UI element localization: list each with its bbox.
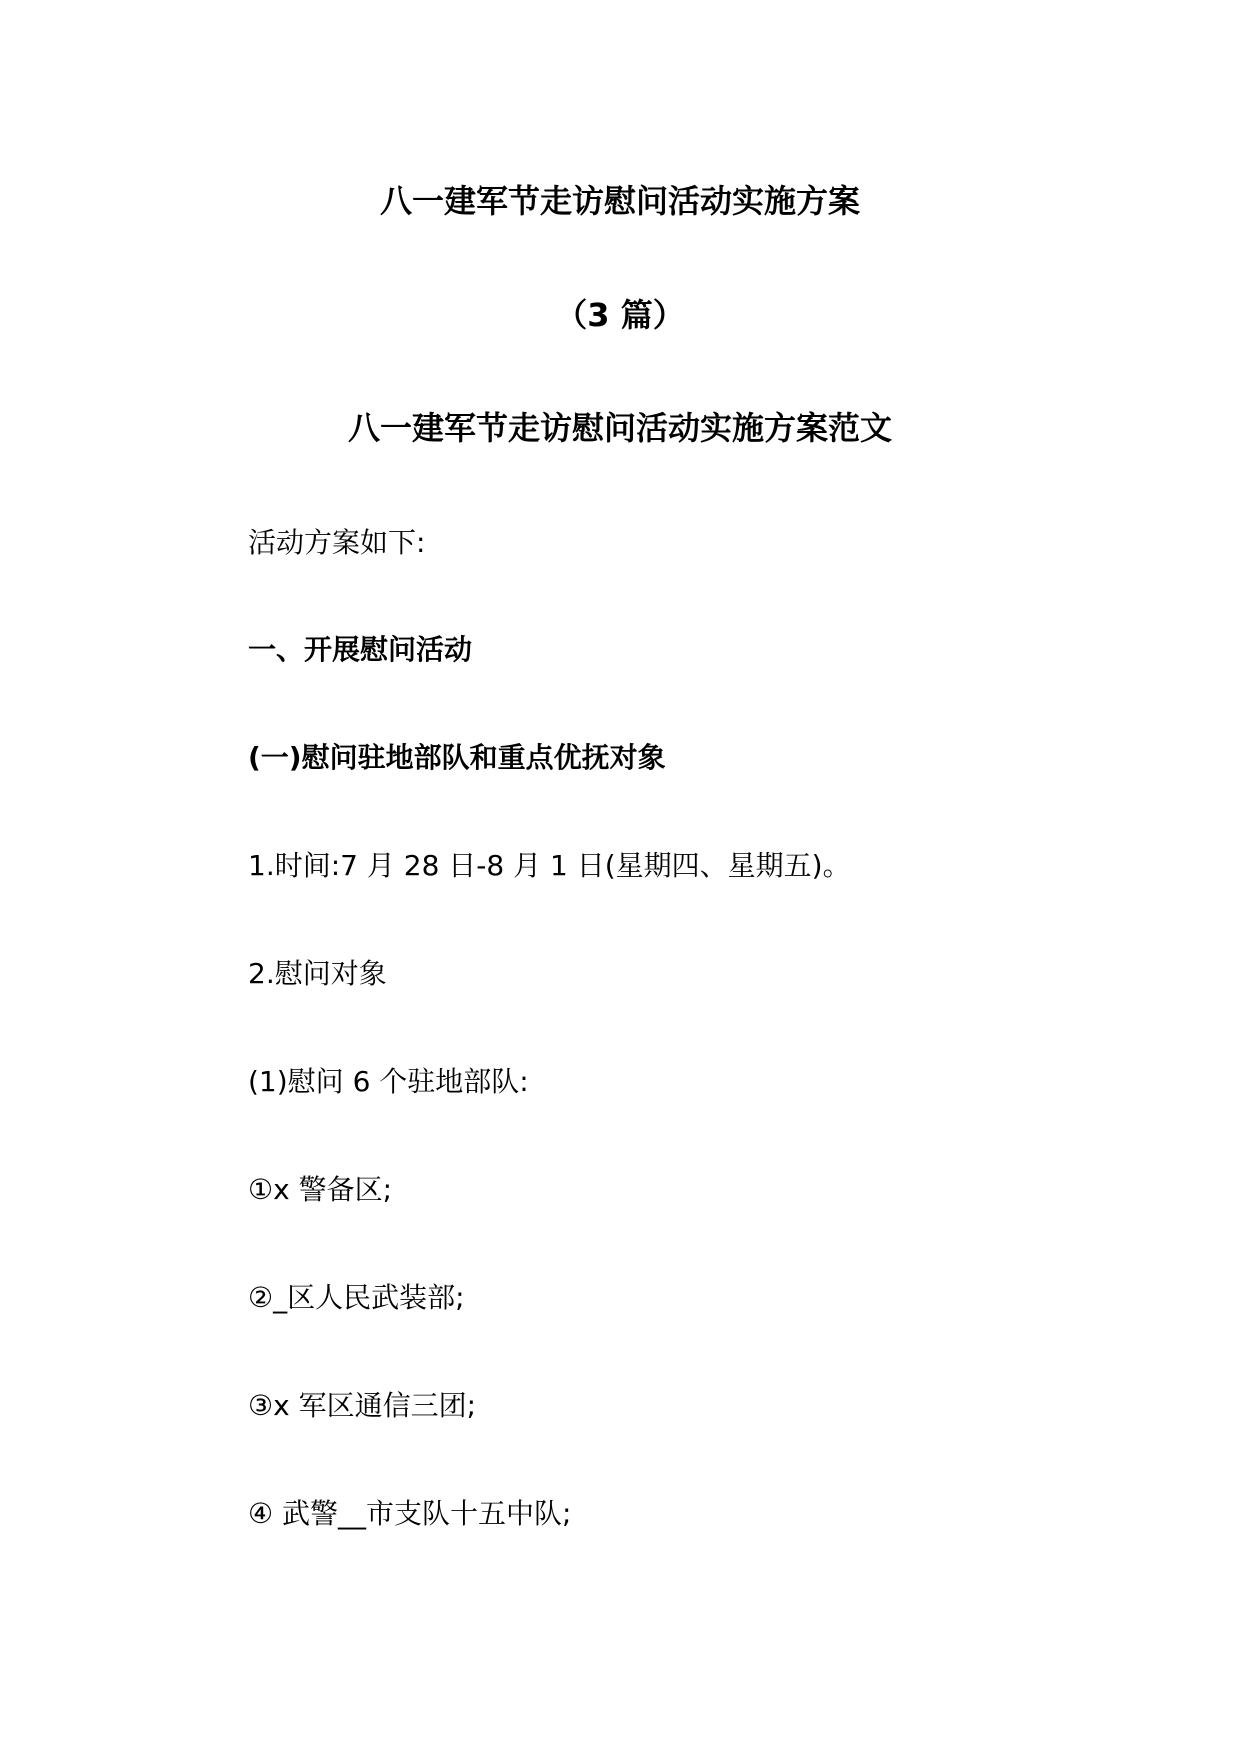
unit-item: ①x 警备区; — [248, 1173, 393, 1206]
sub-item-units: (1)慰问 6 个驻地部队: — [248, 1065, 529, 1098]
subsection-heading: (一)慰问驻地部队和重点优抚对象 — [248, 741, 666, 774]
list-item-time: 1.时间:7 月 28 日-8 月 1 日(星期四、星期五)。 — [248, 849, 851, 882]
section-heading: 一、开展慰问活动 — [248, 633, 473, 666]
document-title: 八一建军节走访慰问活动实施方案 — [379, 182, 860, 220]
unit-item: ③x 军区通信三团; — [248, 1389, 477, 1422]
document-title-count: （3 篇） — [555, 296, 685, 334]
intro-paragraph: 活动方案如下: — [248, 526, 426, 559]
unit-item: ②_区人民武装部; — [248, 1281, 465, 1314]
unit-item: ④ 武警__市支队十五中队; — [248, 1497, 572, 1530]
document-subtitle: 八一建军节走访慰问活动实施方案范文 — [347, 409, 892, 447]
list-item-targets: 2.慰问对象 — [248, 957, 387, 990]
